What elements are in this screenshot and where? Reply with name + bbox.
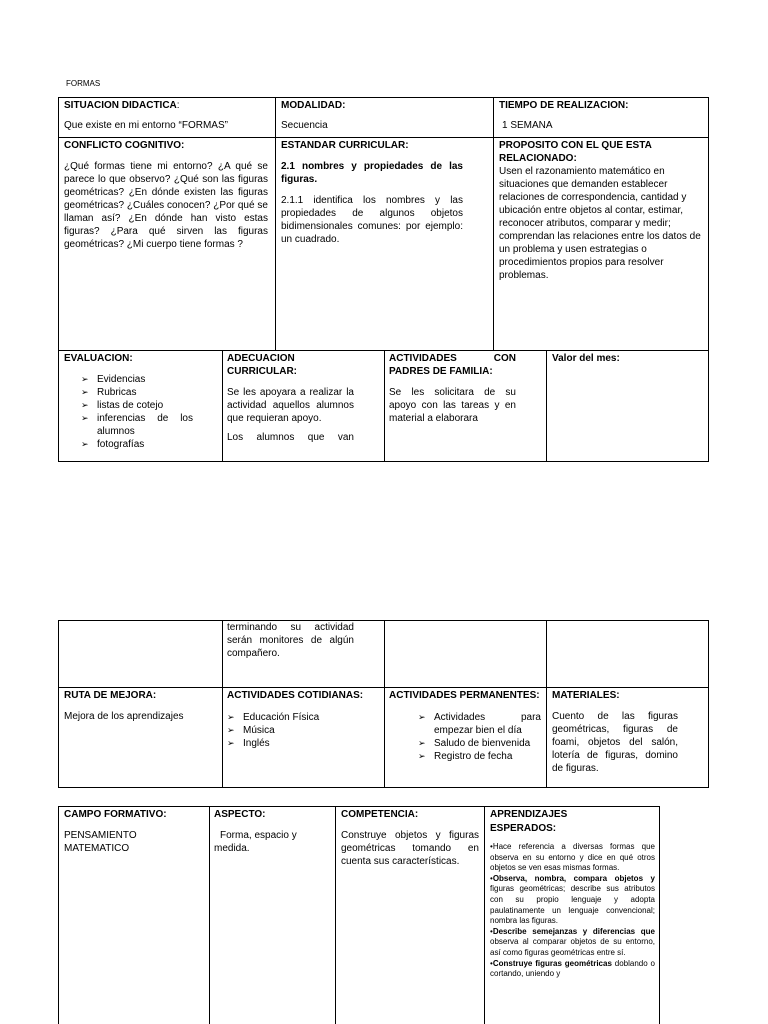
situacion-label-colon: : bbox=[176, 100, 180, 111]
tiempo-cell bbox=[499, 99, 704, 132]
aprendizaje-item: •Describe semejanzas y diferencias que observa al comparar objetos de su entorno, así como figuras geométricas entre sí. bbox=[490, 926, 655, 957]
proposito-text: Usen el razonamiento matemático en situaciones que demanden establecer relaciones de correspondencia, cantidad y ubicación entre objetos al contar, estimar, reconocer atributos, comparar y medir; comprendan las relaciones entre los datos de un problema y usen estrategias o procedimientos propios para resolver problemas. bbox=[499, 166, 701, 281]
adecuacion-text: Se les apoyara a realizar la actividad aquellos alumnos que requieran apoyo. bbox=[227, 387, 354, 424]
aprendizaje-item-text: observa al comparar objetos de su entorno, así como figuras geométricas entre sí. bbox=[490, 937, 655, 957]
campo-label: CAMPO FORMATIVO: bbox=[64, 809, 167, 820]
ruta-label: RUTA DE MEJORA: bbox=[64, 690, 157, 701]
padres-text: Se les solicitara de su apoyo con las tareas y en material a elaborara bbox=[389, 387, 516, 424]
aprendizaje-item-text: Hace referencia a diversas formas que observa en su entorno y dice en qué otros objetos se ven esas mismas formas. bbox=[490, 842, 655, 873]
situacion-value: Que existe en mi entorno “FORMAS” bbox=[64, 120, 228, 131]
permanentes-label: ACTIVIDADES PERMANENTES: bbox=[389, 690, 540, 701]
estandar-text: 2.1.1 identifica los nombres y las propiedades de algunos objetos bidimensionales comunes: por ejemplo: un cuadrado. bbox=[281, 195, 463, 245]
proposito-cell bbox=[499, 139, 707, 282]
adecuacion-continuation: terminando su actividad serán monitores de algún compañero. bbox=[227, 622, 354, 659]
materiales-cell bbox=[552, 689, 678, 775]
materiales-text: Cuento de las figuras geométricas, figuras de foami, objetos del salón, lotería de figuras, domino de figuras. bbox=[552, 711, 678, 774]
aspecto-cell bbox=[214, 808, 330, 855]
evaluacion-list bbox=[81, 373, 193, 451]
estandar-label: ESTANDAR CURRICULAR: bbox=[281, 140, 409, 151]
modalidad-cell bbox=[281, 99, 487, 132]
cotidianas-label: ACTIVIDADES COTIDIANAS: bbox=[227, 690, 364, 701]
campo-value: PENSAMIENTO MATEMATICO bbox=[64, 830, 137, 854]
list-item: ➢ Evidencias bbox=[81, 373, 193, 386]
list-item: ➢ listas de cotejo bbox=[81, 399, 193, 412]
estandar-curricular-cell bbox=[281, 139, 463, 246]
competencia-cell bbox=[341, 808, 479, 868]
list-item: ➢ fotografías bbox=[81, 438, 193, 451]
aspecto-label: ASPECTO: bbox=[214, 809, 266, 820]
aprendizajes-cell bbox=[490, 808, 655, 1023]
tiempo-value: 1 SEMANA bbox=[502, 120, 553, 131]
situacion-label: SITUACION DIDACTICA bbox=[64, 100, 177, 111]
proposito-label: PROPOSITO CON EL QUE ESTA RELACIONADO: bbox=[499, 140, 652, 164]
aprendizaje-item-bold: Observa, nombra, compara objetos y bbox=[492, 873, 655, 883]
adecuacion-text-continued: Los alumnos que van bbox=[227, 432, 354, 443]
competencia-value: Construye objetos y figuras geométricas tomando en cuenta sus características. bbox=[341, 830, 479, 867]
tiempo-label: TIEMPO DE REALIZACION: bbox=[499, 100, 629, 111]
situacion-didactica-cell bbox=[64, 99, 270, 132]
ruta-cell bbox=[64, 689, 192, 723]
aprendizaje-item: •Observa, nombra, compara objetos y figuras geométricas; describe sus atributos con su propio lenguaje y adopta paulatinamente un lenguaje convencional; nombra las figuras. bbox=[490, 873, 655, 926]
aprendizaje-item: •Hace referencia a diversas formas que observa en su entorno y dice en qué otros objetos se ven esas mismas formas. bbox=[490, 842, 655, 873]
list-item: ➢ Rubricas bbox=[81, 386, 193, 399]
conflicto-cognitivo-cell bbox=[64, 139, 268, 251]
modalidad-label: MODALIDAD: bbox=[281, 100, 346, 111]
list-item: ➢ Inglés bbox=[227, 737, 377, 750]
list-item: ➢ Educación Física bbox=[227, 711, 377, 724]
padres-cell bbox=[389, 352, 516, 425]
conflicto-label: CONFLICTO COGNITIVO: bbox=[64, 140, 185, 151]
adecuacion-label: ADECUACION CURRICULAR: bbox=[227, 353, 297, 377]
campo-cell bbox=[64, 808, 204, 855]
adecuacion-cell bbox=[227, 352, 354, 460]
cotidianas-cell bbox=[227, 689, 377, 750]
aprendizajes-label: APRENDIZAJES ESPERADOS: bbox=[490, 809, 568, 834]
ruta-text: Mejora de los aprendizajes bbox=[64, 711, 184, 722]
modalidad-value: Secuencia bbox=[281, 120, 328, 131]
permanentes-list bbox=[418, 711, 541, 763]
document-title: FORMAS bbox=[66, 79, 101, 88]
valor-label: Valor del mes: bbox=[552, 353, 620, 364]
estandar-subtitle: 2.1 nombres y propiedades de las figuras. bbox=[281, 161, 463, 185]
valor-cell bbox=[552, 352, 702, 365]
list-item: ➢ Saludo de bienvenida bbox=[418, 737, 541, 750]
competencia-label: COMPETENCIA: bbox=[341, 809, 419, 820]
list-item: ➢ Registro de fecha bbox=[418, 750, 541, 763]
aprendizaje-item: •Construye figuras geométricas doblando o cortando, uniendo y bbox=[490, 958, 655, 979]
aprendizaje-item-bold: Construye figuras geométricas bbox=[492, 958, 612, 968]
aprendizajes-list bbox=[490, 842, 655, 980]
aprendizaje-item-text: figuras geométricas; describe sus atributos con su propio lenguaje y adopta paulatinamente un lenguaje convencional; nombra las figuras. bbox=[490, 884, 655, 926]
conflicto-text: ¿Qué formas tiene mi entorno? ¿A qué se parece lo que observo? ¿Qué son las figuras geométricas? ¿En dónde existen las figuras geométricas? ¿Cuáles conocen? ¿Por qué se llaman así? ¿En dónde han visto estas figuras? ¿Para qué sirven las figuras geométricas? ¿Mi cuerpo tiene formas ? bbox=[64, 161, 268, 250]
evaluacion-cell bbox=[64, 352, 214, 451]
aspecto-value: Forma, espacio y medida. bbox=[214, 830, 297, 854]
permanentes-cell bbox=[389, 689, 541, 763]
evaluacion-label: EVALUACION: bbox=[64, 353, 133, 364]
list-item: ➢ inferencias de los alumnos bbox=[81, 412, 193, 438]
list-item: ➢ Actividades para empezar bien el día bbox=[418, 711, 541, 737]
aprendizaje-item-bold: Describe semejanzas y diferencias que bbox=[492, 926, 655, 936]
cotidianas-list bbox=[227, 711, 377, 750]
list-item: ➢ Música bbox=[227, 724, 377, 737]
materiales-label: MATERIALES: bbox=[552, 690, 620, 701]
aprendizaje-item-text: doblando o cortando, uniendo y bbox=[490, 958, 655, 979]
padres-label: ACTIVIDADES CON PADRES DE FAMILIA: bbox=[389, 353, 516, 377]
